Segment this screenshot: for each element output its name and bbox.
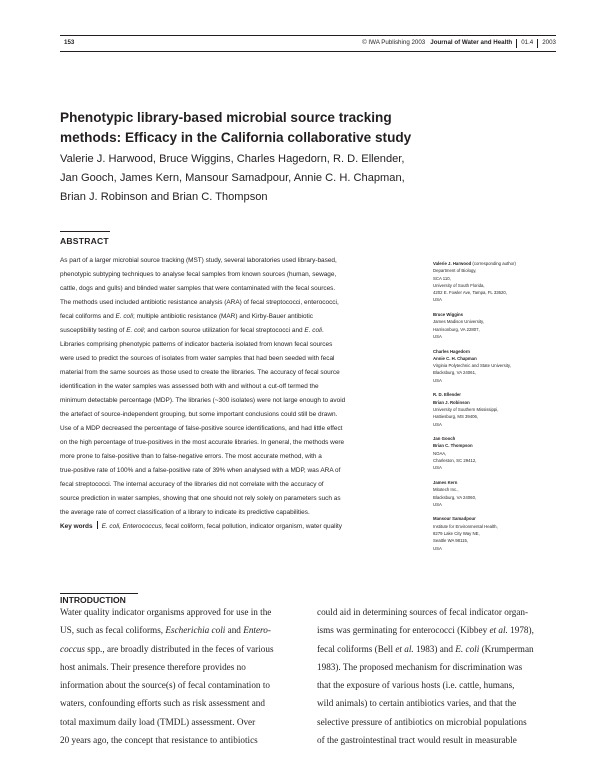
body-text: selective pressure of antibiotics on microbial populations [317, 716, 527, 727]
affiliation-address-line: Harrisonburg, VA 22807, [433, 326, 480, 332]
affiliation-address-line: University of South Florida, [433, 282, 485, 288]
introduction-column-right [317, 603, 559, 749]
abstract-line: were used to predict the sources of isolates from water samples that had been seeded with fecal [60, 355, 335, 362]
introduction-line [60, 676, 302, 694]
introduction-line [60, 713, 302, 731]
abstract-line: material from the same sources as those used to create the libraries. The accuracy of fecal source [60, 369, 340, 376]
introduction-line [317, 713, 559, 731]
affiliation-address-line: Mitotech Inc., [433, 487, 459, 493]
body-text: wild animals) to certain antibiotics varies, and that the [317, 698, 517, 709]
affiliation-block [433, 311, 568, 340]
journal-name: Journal of Water and Health [430, 39, 513, 46]
introduction-line [60, 621, 302, 639]
italic-text: E. coli [455, 643, 480, 654]
abstract-line: As part of a larger microbial source tracking (MST) study, several laboratories used library-based, [60, 257, 337, 264]
affiliation-author-line [433, 391, 568, 398]
affiliation-address-line: USA [433, 545, 442, 551]
affiliation-address-line: Virginia Polytechnic and State University, [433, 363, 511, 369]
affiliation-address-line: Seattle WA 98115, [433, 538, 469, 544]
keywords-text: fecal coliform, fecal pollution, indicator organism, water quality [163, 523, 343, 530]
keywords-label: Key words [60, 523, 93, 530]
affiliation-address-line: Charleston, SC 29412, [433, 458, 477, 464]
affiliation-address-line: USA [433, 421, 442, 427]
body-text: host animals. Their presence therefore provides no [60, 661, 246, 672]
abstract-line: susceptibility testing of E. coli; and carbon source utilization for fecal streptococci and E. coli. [60, 327, 324, 334]
author-list [60, 150, 500, 207]
affiliation-address-line: Department of Biology, [433, 268, 477, 274]
affiliation-author-name: Mansour Samadpour [433, 516, 476, 522]
italic-text: Entero- [243, 625, 271, 636]
abstract-line: the average rate of correct classification of a library to indicate its predictive capabilities. [60, 509, 310, 516]
publisher-notice: © IWA Publishing 2003 [362, 39, 426, 46]
affiliation-author-line [433, 355, 568, 362]
affiliation-address-line: USA [433, 297, 442, 303]
abstract-line: The methods used included antibiotic resistance analysis (ARA) of fecal streptococci, enterococci, [60, 299, 339, 306]
abstract-line: the artefact of source-independent grouping, but some important conclusions could still be drawn. [60, 411, 338, 418]
page-number: 153 [64, 39, 75, 46]
affiliation-address-line: USA [433, 501, 442, 507]
body-text: 1983). The proposed mechanism for discrimination was [317, 661, 523, 672]
affiliation-author-line [433, 435, 568, 442]
affiliation-block [433, 515, 568, 551]
abstract-line: fecal coliforms and E. coli; multiple antibiotic resistance (MAR) and Kirby-Bauer antibiotic [60, 313, 313, 320]
affiliation-author-name: Charles Hagedorn [433, 348, 471, 354]
body-text: 1983) and [413, 643, 456, 654]
body-text: 20 years ago, the concept that resistance to antibiotics [60, 735, 258, 746]
affiliation-address-line: 4202 E. Fowler Ave, Tampa, FL 33620, [433, 290, 507, 296]
affiliation-author-name: R. D. Ellender [433, 392, 461, 398]
title-line: methods: Efficacy in the California collaborative study [60, 130, 412, 145]
header-separator [516, 39, 517, 48]
introduction-line [317, 603, 559, 621]
affiliation-block [433, 260, 568, 304]
keywords-separator [97, 521, 98, 529]
body-text: US, such as fecal coliforms, [60, 625, 166, 636]
affiliation-author-line [433, 479, 568, 486]
introduction-line [60, 658, 302, 676]
body-text: 1978), [507, 625, 534, 636]
affiliation-author-name: Jan Gooch [433, 436, 456, 442]
introduction-line [317, 731, 559, 749]
affiliation-address-line: NOAA, [433, 450, 447, 456]
affiliation-author-name: Valerie J. Harwood [433, 261, 472, 266]
journal-year: 2003 [542, 39, 556, 46]
title-line: Phenotypic library-based microbial source tracking [60, 110, 392, 125]
introduction-line [60, 603, 302, 621]
issue-number: 01.4 [521, 39, 534, 46]
introduction-line [60, 694, 302, 712]
abstract-line: Use of a MDP decreased the percentage of false-positive source identifications, and had little effect [60, 425, 343, 432]
abstract-line: on the high percentage of true-positives in the most accurate libraries. In general, the methods were [60, 439, 345, 446]
affiliation-address-line: James Madison University, [433, 319, 485, 325]
abstract-line: fecal streptococci. The internal accuracy of the libraries did not correlate with the accuracy of [60, 481, 324, 488]
abstract-line: Libraries comprising phenotypic patterns of indicator bacteria isolated from known fecal sources [60, 341, 333, 348]
corresponding-author-note: (corresponding author) [471, 261, 516, 266]
introduction-line [60, 640, 302, 658]
italic-text: et al. [489, 625, 508, 636]
header-rule-bottom [60, 51, 556, 52]
abstract-line: more prone to false-positive than to false-negative errors. The most accurate method, with a [60, 453, 322, 460]
affiliation-author-name: Annie C. H. Chapman [433, 355, 477, 361]
abstract-body [60, 254, 420, 534]
affiliations [433, 260, 568, 559]
body-text: of the gastrointestinal tract would result in measurable [317, 735, 517, 746]
abstract-line: source prediction in water samples, showing that one should not rely solely on parameters such as [60, 495, 341, 502]
abstract-line: true-positive rate of 100% and a false-positive rate of 39% when analysed with a MDP, was ARA of [60, 467, 341, 474]
affiliation-author-line [433, 311, 568, 318]
introduction-line [317, 676, 559, 694]
affiliation-author-line [433, 399, 568, 406]
abstract-rule [60, 231, 110, 232]
abstract-line: cattle, dogs and gulls) and blinded water samples that were contaminated with the fecal sources. [60, 285, 336, 292]
abstract-line: minimum detectable percentage (MDP). The libraries (~300 isolates) were not large enough to avoid [60, 397, 346, 404]
italic-text: et al. [395, 643, 414, 654]
author-line: Brian J. Robinson and Brian C. Thompson [60, 191, 268, 203]
affiliation-address-line: USA [433, 465, 442, 471]
affiliation-block [433, 348, 568, 384]
affiliation-author-line [433, 348, 568, 355]
affiliation-address-line: SCA 110, [433, 275, 451, 281]
keywords-italic: E. coli, Enterococcus, [101, 523, 164, 530]
running-title [362, 38, 556, 48]
header-rule-top [60, 35, 556, 36]
affiliation-block [433, 391, 568, 427]
introduction-column-left [60, 603, 302, 749]
author-line: Valerie J. Harwood, Bruce Wiggins, Charles Hagedorn, R. D. Ellender, [60, 153, 405, 165]
affiliation-author-line [433, 515, 568, 522]
affiliation-address-line: USA [433, 377, 442, 383]
introduction-line [317, 658, 559, 676]
italic-text: coccus [60, 643, 85, 654]
affiliation-author-line [433, 260, 568, 267]
abstract-line: phenotypic subtyping techniques to analyse fecal samples from known sources (human, sewage, [60, 271, 337, 278]
body-text: could aid in determining sources of fecal indicator organ- [317, 607, 529, 617]
affiliation-address-line: Institute for Environmental Health, [433, 523, 498, 529]
header-separator [537, 39, 538, 48]
affiliation-block [433, 435, 568, 471]
introduction-line [317, 640, 559, 658]
body-text: information about the source(s) of fecal contamination to [60, 680, 270, 691]
introduction-heading: INTRODUCTION [60, 595, 126, 605]
abstract-line: identification in the water samples was assessed both with and without a cut-off termed the [60, 383, 319, 390]
affiliation-address-line: Blacksburg, VA 24060, [433, 494, 477, 500]
article-title [60, 108, 480, 148]
body-text: (Krumperman [479, 643, 534, 654]
body-text: and [225, 625, 244, 636]
body-text: Water quality indicator organisms approved for use in the [60, 607, 272, 617]
introduction-line [317, 694, 559, 712]
body-text: waters, confounding efforts such as risk assessment and [60, 698, 265, 709]
italic-text: Escherichia coli [165, 625, 226, 636]
affiliation-block [433, 479, 568, 508]
body-text: spp., are broadly distributed in the feces of various [85, 643, 274, 654]
introduction-line [317, 621, 559, 639]
body-text: isms was germinating for enterococci (Kibbey [317, 625, 490, 636]
running-header [60, 35, 556, 55]
affiliation-address-line: Blacksburg, VA 24061, [433, 370, 477, 376]
affiliation-address-line: Hattiesburg, MS 39406, [433, 414, 479, 420]
introduction-rule [60, 593, 138, 594]
affiliation-address-line: University of Southern Mississippi, [433, 406, 499, 412]
body-text: fecal coliforms (Bell [317, 643, 396, 654]
affiliation-author-name: Bruce Wiggins [433, 312, 464, 318]
affiliation-author-line [433, 442, 568, 449]
body-text: total maximum daily load (TMDL) assessment. Over [60, 716, 256, 727]
body-text: that the exposure of various hosts (i.e. cattle, humans, [317, 680, 515, 691]
affiliation-author-name: James Kern [433, 479, 458, 485]
affiliation-author-name: Brian J. Robinson [433, 399, 470, 405]
abstract-heading: ABSTRACT [60, 236, 109, 246]
keywords-line [60, 520, 420, 534]
author-line: Jan Gooch, James Kern, Mansour Samadpour, Annie C. H. Chapman, [60, 172, 405, 184]
affiliation-address-line: USA [433, 333, 442, 339]
affiliation-address-line: 8279 Lake City Way NE, [433, 530, 480, 536]
affiliation-author-name: Brian C. Thompson [433, 443, 473, 449]
introduction-line [60, 731, 302, 749]
